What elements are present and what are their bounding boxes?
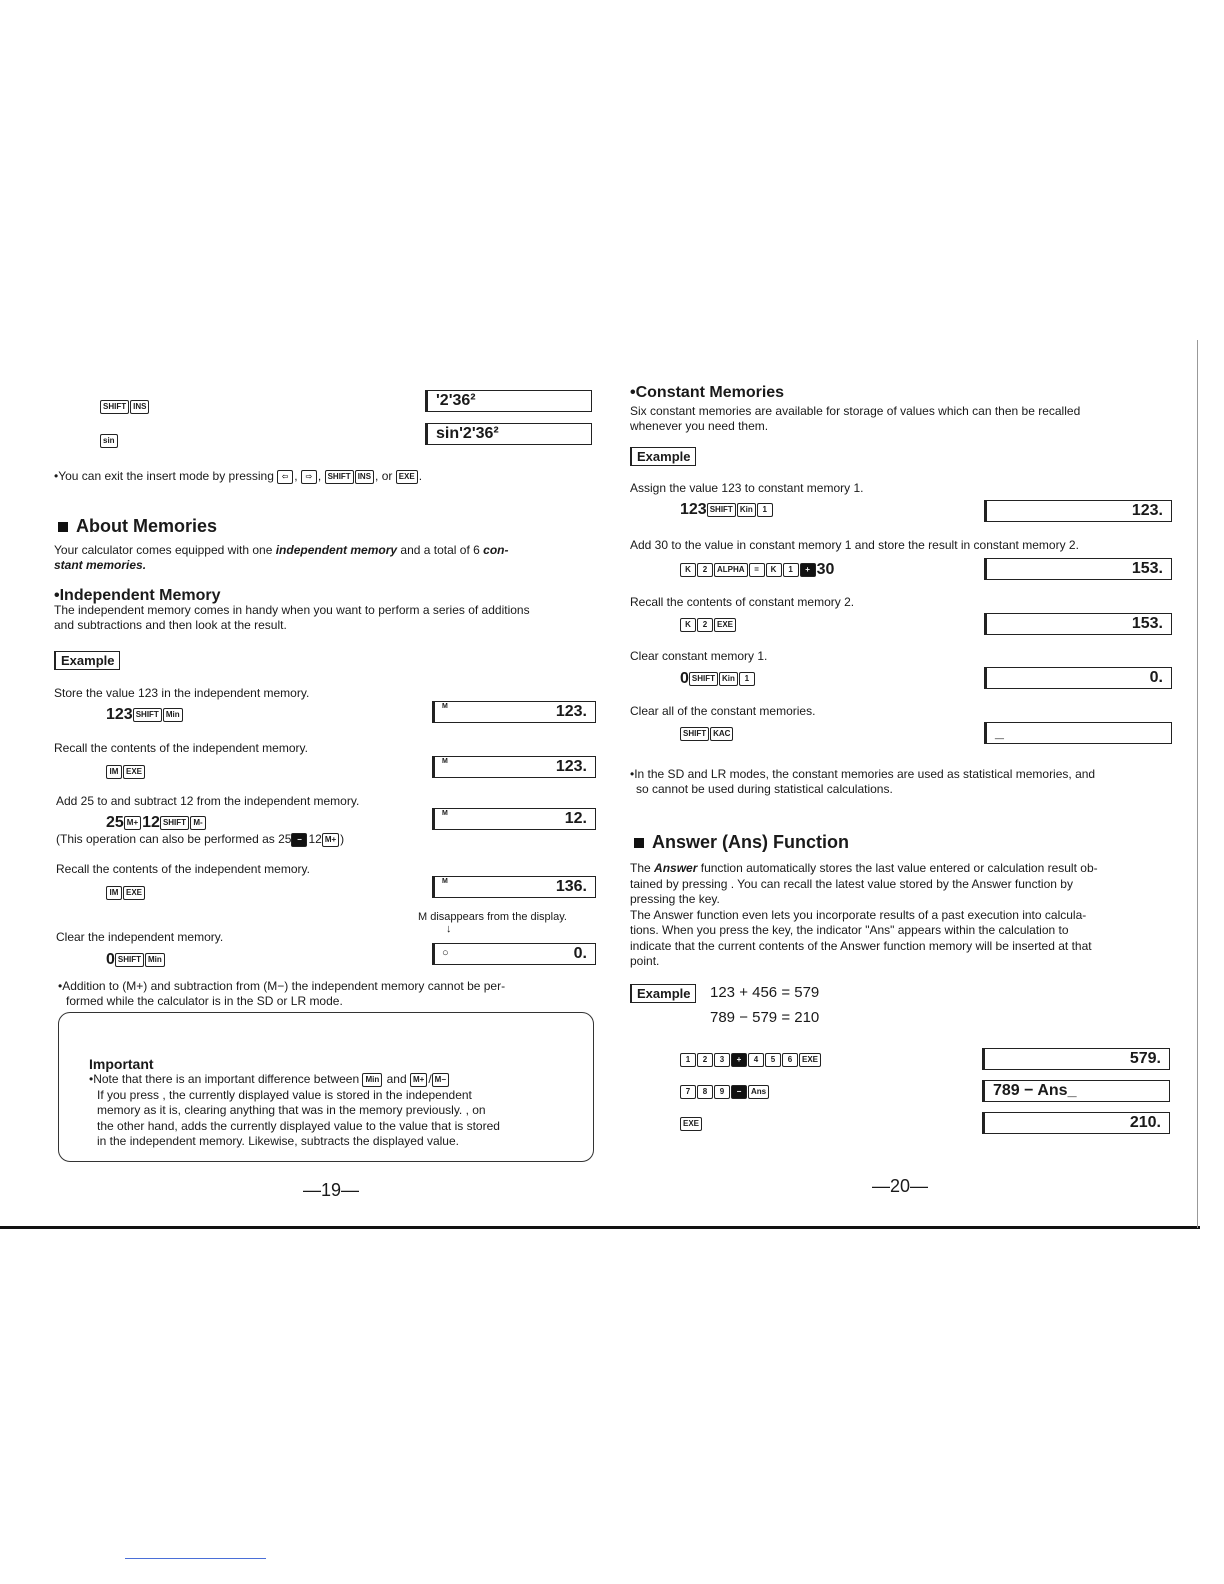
- minus-key-icon: −: [731, 1085, 747, 1099]
- plus-key-icon: +: [731, 1053, 747, 1067]
- key-shift: SHIFT: [707, 503, 736, 517]
- const-step2-keys: [680, 561, 834, 579]
- const-step1-keys: [680, 501, 774, 519]
- key-9: 9: [714, 1085, 730, 1099]
- answer-equation-2: 789 − 579 = 210: [710, 1009, 820, 1026]
- digits2: 30: [816, 561, 835, 578]
- key-exe: EXE: [799, 1053, 821, 1067]
- lcd-insert-2: [425, 423, 592, 445]
- key-m-plus: M+: [322, 833, 339, 847]
- const-step3-text: Recall the contents of constant memory 2.: [630, 595, 855, 609]
- indep-step3-keys: [106, 814, 207, 832]
- m-disappears-note: M disappears from the display.: [418, 911, 567, 923]
- key-shift: SHIFT: [689, 672, 718, 686]
- key-kin: Kin: [737, 503, 756, 517]
- scan-artifact-line: [125, 1558, 266, 1559]
- lcd-insert-1: [425, 390, 592, 412]
- scan-right-edge: [1197, 340, 1198, 1228]
- answer-row2-keys: [680, 1083, 770, 1101]
- about-memories-title: About Memories: [76, 516, 218, 536]
- intro-em3: stant memories.: [54, 558, 147, 572]
- lcd-const-4: [984, 667, 1172, 689]
- key-2: 2: [697, 618, 713, 632]
- indep-step2-keys: [106, 763, 146, 781]
- key-m-minus: M-: [190, 816, 206, 830]
- minus-key-icon: −: [291, 833, 307, 847]
- key-ins: INS: [130, 400, 149, 414]
- key-shift: SHIFT: [680, 727, 709, 741]
- lcd-value: 0.: [573, 945, 587, 962]
- key-right-arrow: ⇨: [301, 470, 317, 484]
- const-step4-text: Clear constant memory 1.: [630, 649, 768, 663]
- independent-memory-desc: [54, 603, 614, 633]
- important-line3: memory as it is, clearing anything that was in the memory previously. , on: [97, 1103, 486, 1117]
- key-left-arrow: ⇦: [277, 470, 293, 484]
- key-8: 8: [697, 1085, 713, 1099]
- scan-bottom-edge: [0, 1226, 1200, 1229]
- exit-note-or: or: [381, 469, 393, 483]
- example-label-answer: [630, 984, 696, 1003]
- key-7: 7: [680, 1085, 696, 1099]
- alt-op-post: ): [340, 832, 345, 846]
- alt-op-mid: 12: [308, 832, 322, 846]
- answer-line2: tained by pressing . You can recall the latest value stored by the Answer function by: [630, 876, 1073, 891]
- memory-indicator: M: [442, 703, 448, 710]
- key-min: Min: [362, 1073, 382, 1087]
- insert-row2-keys: [100, 432, 119, 450]
- about-memories-heading: [58, 516, 217, 537]
- digits: 0: [680, 670, 689, 687]
- note-line2: so cannot be used during statistical calculations.: [636, 782, 893, 796]
- key-sin: sin: [100, 434, 118, 448]
- insert-row1-keys: [100, 398, 150, 416]
- lcd-insert-2-value: sin'2'36²: [436, 425, 499, 442]
- key-shift: SHIFT: [115, 953, 144, 967]
- answer-function-heading: [634, 832, 849, 853]
- example-label-left: [54, 651, 120, 670]
- lcd-value: 123.: [555, 758, 587, 775]
- key-alpha: ALPHA: [714, 563, 748, 577]
- important-line4: the other hand, adds the currently displayed value to the value that is stored: [97, 1118, 500, 1133]
- key-exe: EXE: [123, 765, 145, 779]
- example-box: Example: [54, 651, 120, 670]
- heading-square-icon: [58, 522, 68, 532]
- indep-step1-keys: [106, 706, 184, 724]
- lcd-value: 153.: [1131, 560, 1163, 577]
- plus-key-icon: +: [800, 563, 816, 577]
- key-m-plus: M+: [124, 816, 141, 830]
- l1-pre: •Note that there is an important difference between: [89, 1072, 360, 1086]
- p1-em: Answer: [654, 861, 698, 875]
- page-number-19: —19—: [303, 1180, 360, 1200]
- intro-em: independent memory: [275, 543, 398, 557]
- example-label-right: [630, 447, 696, 466]
- independent-line1: The independent memory comes in handy when you want to perform a series of additions: [54, 603, 530, 617]
- exit-insert-note: •You can exit the insert mode by pressing ⇦ , ⇨ , SHIFT INS , or EXE .: [54, 469, 423, 483]
- const-step5-keys: [680, 725, 734, 743]
- key-min: Min: [145, 953, 165, 967]
- key-4: 4: [748, 1053, 764, 1067]
- page-number-20: —20—: [872, 1176, 929, 1196]
- important-body: [89, 1072, 589, 1150]
- memory-indicator: M: [442, 878, 448, 885]
- indep-step3-text: Add 25 to and subtract 12 from the independent memory.: [56, 794, 360, 808]
- lcd-value: 123.: [1131, 502, 1163, 519]
- key-5: 5: [765, 1053, 781, 1067]
- independent-memory-heading: •Independent Memory: [54, 587, 221, 604]
- key-exe: EXE: [714, 618, 736, 632]
- memory-indicator: ○: [442, 947, 449, 959]
- lcd-indep-1: [432, 701, 596, 723]
- lcd-const-1: [984, 500, 1172, 522]
- key-k: K: [680, 618, 696, 632]
- const-step1-text: Assign the value 123 to constant memory 1.: [630, 481, 864, 495]
- lcd-const-2: [984, 558, 1172, 580]
- important-title: Important: [89, 1056, 154, 1072]
- key-3: 3: [714, 1053, 730, 1067]
- lcd-value: _: [995, 724, 1004, 741]
- const-step4-keys: [680, 670, 756, 688]
- answer-line1: [630, 861, 1190, 877]
- indep-step5-keys: [106, 951, 166, 969]
- key-1: 1: [783, 563, 799, 577]
- important-line1: •Note that there is an important difference between Min and M+ / M−: [89, 1072, 589, 1088]
- answer-row1-keys: [680, 1051, 822, 1069]
- about-memories-intro: [54, 543, 599, 573]
- digits: 123: [106, 706, 133, 723]
- key-shift: SHIFT: [325, 470, 354, 484]
- key-2: 2: [697, 1053, 713, 1067]
- lcd-value: 0.: [1149, 669, 1163, 686]
- key-k: K: [680, 563, 696, 577]
- key-mr: IM: [106, 765, 122, 779]
- key-1: 1: [739, 672, 755, 686]
- answer-function-desc: [630, 861, 1190, 970]
- key-equals: =: [749, 563, 765, 577]
- exit-note-text: •You can exit the insert mode by pressing: [54, 469, 274, 483]
- answer-line5: tions. When you press the key, the indicator "Ans" appears within the calculation to: [630, 923, 1069, 937]
- lcd-insert-1-value: '2'36²: [436, 392, 476, 409]
- footnote-line1: •Addition to (M+) and subtraction from (M−) the independent memory cannot be per-: [58, 979, 506, 993]
- lcd-indep-4: [432, 876, 596, 898]
- const-step2-text: Add 30 to the value in constant memory 1 and store the result in constant memory 2.: [630, 538, 1079, 552]
- answer-row3-keys: [680, 1115, 703, 1133]
- const-step3-keys: [680, 616, 737, 634]
- lcd-answer-3: [982, 1112, 1170, 1134]
- key-shift: SHIFT: [100, 400, 129, 414]
- lcd-value: 210.: [1129, 1114, 1161, 1131]
- key-min: Min: [163, 708, 183, 722]
- constant-memories-desc: [630, 404, 1190, 434]
- key-m-plus: M+: [410, 1073, 427, 1087]
- key-exe: EXE: [680, 1117, 702, 1131]
- intro-mid: and a total of 6: [400, 543, 480, 557]
- heading-square-icon: [634, 838, 644, 848]
- digits: 0: [106, 951, 115, 968]
- answer-line3: pressing the key.: [630, 892, 720, 906]
- key-m-minus: M−: [432, 1073, 449, 1087]
- intro-pre: Your calculator comes equipped with one: [54, 543, 273, 557]
- example-box: Example: [630, 984, 696, 1003]
- important-line5: in the independent memory. Likewise, subtracts the displayed value.: [97, 1134, 459, 1148]
- lcd-value: 123.: [555, 703, 587, 720]
- indep-step1-text: Store the value 123 in the independent memory.: [54, 686, 310, 700]
- alt-operation-note: [56, 832, 344, 847]
- key-mr: IM: [106, 886, 122, 900]
- answer-equation-1: 123 + 456 = 579: [710, 984, 820, 1001]
- key-shift: SHIFT: [160, 816, 189, 830]
- constant-stat-note: [630, 767, 1190, 797]
- p1-rest: function automatically stores the last value entered or calculation result ob-: [700, 861, 1098, 875]
- memory-indicator: M: [442, 810, 448, 817]
- example-box: Example: [630, 447, 696, 466]
- answer-line7: point.: [630, 954, 660, 968]
- answer-function-title: Answer (Ans) Function: [652, 832, 849, 852]
- key-ans: Ans: [748, 1085, 769, 1099]
- lcd-indep-5: [432, 943, 596, 965]
- indep-footnote: [58, 979, 603, 1009]
- key-1: 1: [680, 1053, 696, 1067]
- key-exe: EXE: [123, 886, 145, 900]
- indep-step2-text: Recall the contents of the independent memory.: [54, 741, 308, 755]
- indep-step4-text: Recall the contents of the independent memory.: [56, 862, 310, 876]
- digits: 123: [680, 501, 707, 518]
- constant-line1: Six constant memories are available for storage of values which can then be recalled: [630, 404, 1081, 418]
- key-kac: KAC: [710, 727, 733, 741]
- alt-op-pre: (This operation can also be performed as 25: [56, 832, 292, 846]
- lcd-const-5: [984, 722, 1172, 744]
- key-shift: SHIFT: [133, 708, 162, 722]
- intro-em2: con-: [483, 543, 509, 557]
- key-k: K: [766, 563, 782, 577]
- note-line1: •In the SD and LR modes, the constant memories are used as statistical memories, and: [630, 767, 1096, 781]
- memory-indicator: M: [442, 758, 448, 765]
- key-2: 2: [697, 563, 713, 577]
- independent-line2: and subtractions and then look at the result.: [54, 618, 287, 632]
- important-line2: If you press , the currently displayed value is stored in the independent: [97, 1087, 472, 1102]
- lcd-value: 12.: [564, 810, 587, 827]
- constant-line2: whenever you need them.: [630, 419, 769, 433]
- important-box: [58, 1012, 594, 1162]
- footnote-line2: formed while the calculator is in the SD or LR mode.: [66, 994, 343, 1008]
- lcd-indep-2: [432, 756, 596, 778]
- lcd-const-3: [984, 613, 1172, 635]
- answer-line6: indicate that the current contents of the Answer function memory will be inserted at that: [630, 938, 1092, 953]
- key-ins: INS: [355, 470, 374, 484]
- key-kin: Kin: [719, 672, 738, 686]
- indep-step5-text: Clear the independent memory.: [56, 930, 224, 944]
- digits: 25: [106, 814, 124, 831]
- lcd-answer-1: [982, 1048, 1170, 1070]
- lcd-value: 789 − Ans_: [993, 1082, 1077, 1099]
- key-exe: EXE: [396, 470, 418, 484]
- const-step5-text: Clear all of the constant memories.: [630, 704, 816, 718]
- lcd-value: 153.: [1131, 615, 1163, 632]
- digits2: 12: [142, 814, 160, 831]
- lcd-value: 579.: [1129, 1050, 1161, 1067]
- lcd-value: 136.: [555, 878, 587, 895]
- down-arrow-icon: ↓: [446, 923, 452, 935]
- indep-step4-keys: [106, 884, 146, 902]
- key-6: 6: [782, 1053, 798, 1067]
- lcd-answer-2: [982, 1080, 1170, 1102]
- l1-and: and: [386, 1072, 407, 1086]
- answer-line4: The Answer function even lets you incorporate results of a past execution into calcula-: [630, 907, 1087, 922]
- lcd-indep-3: [432, 808, 596, 830]
- key-1: 1: [757, 503, 773, 517]
- p1-pre: The: [630, 861, 651, 875]
- constant-memories-heading: •Constant Memories: [630, 384, 785, 401]
